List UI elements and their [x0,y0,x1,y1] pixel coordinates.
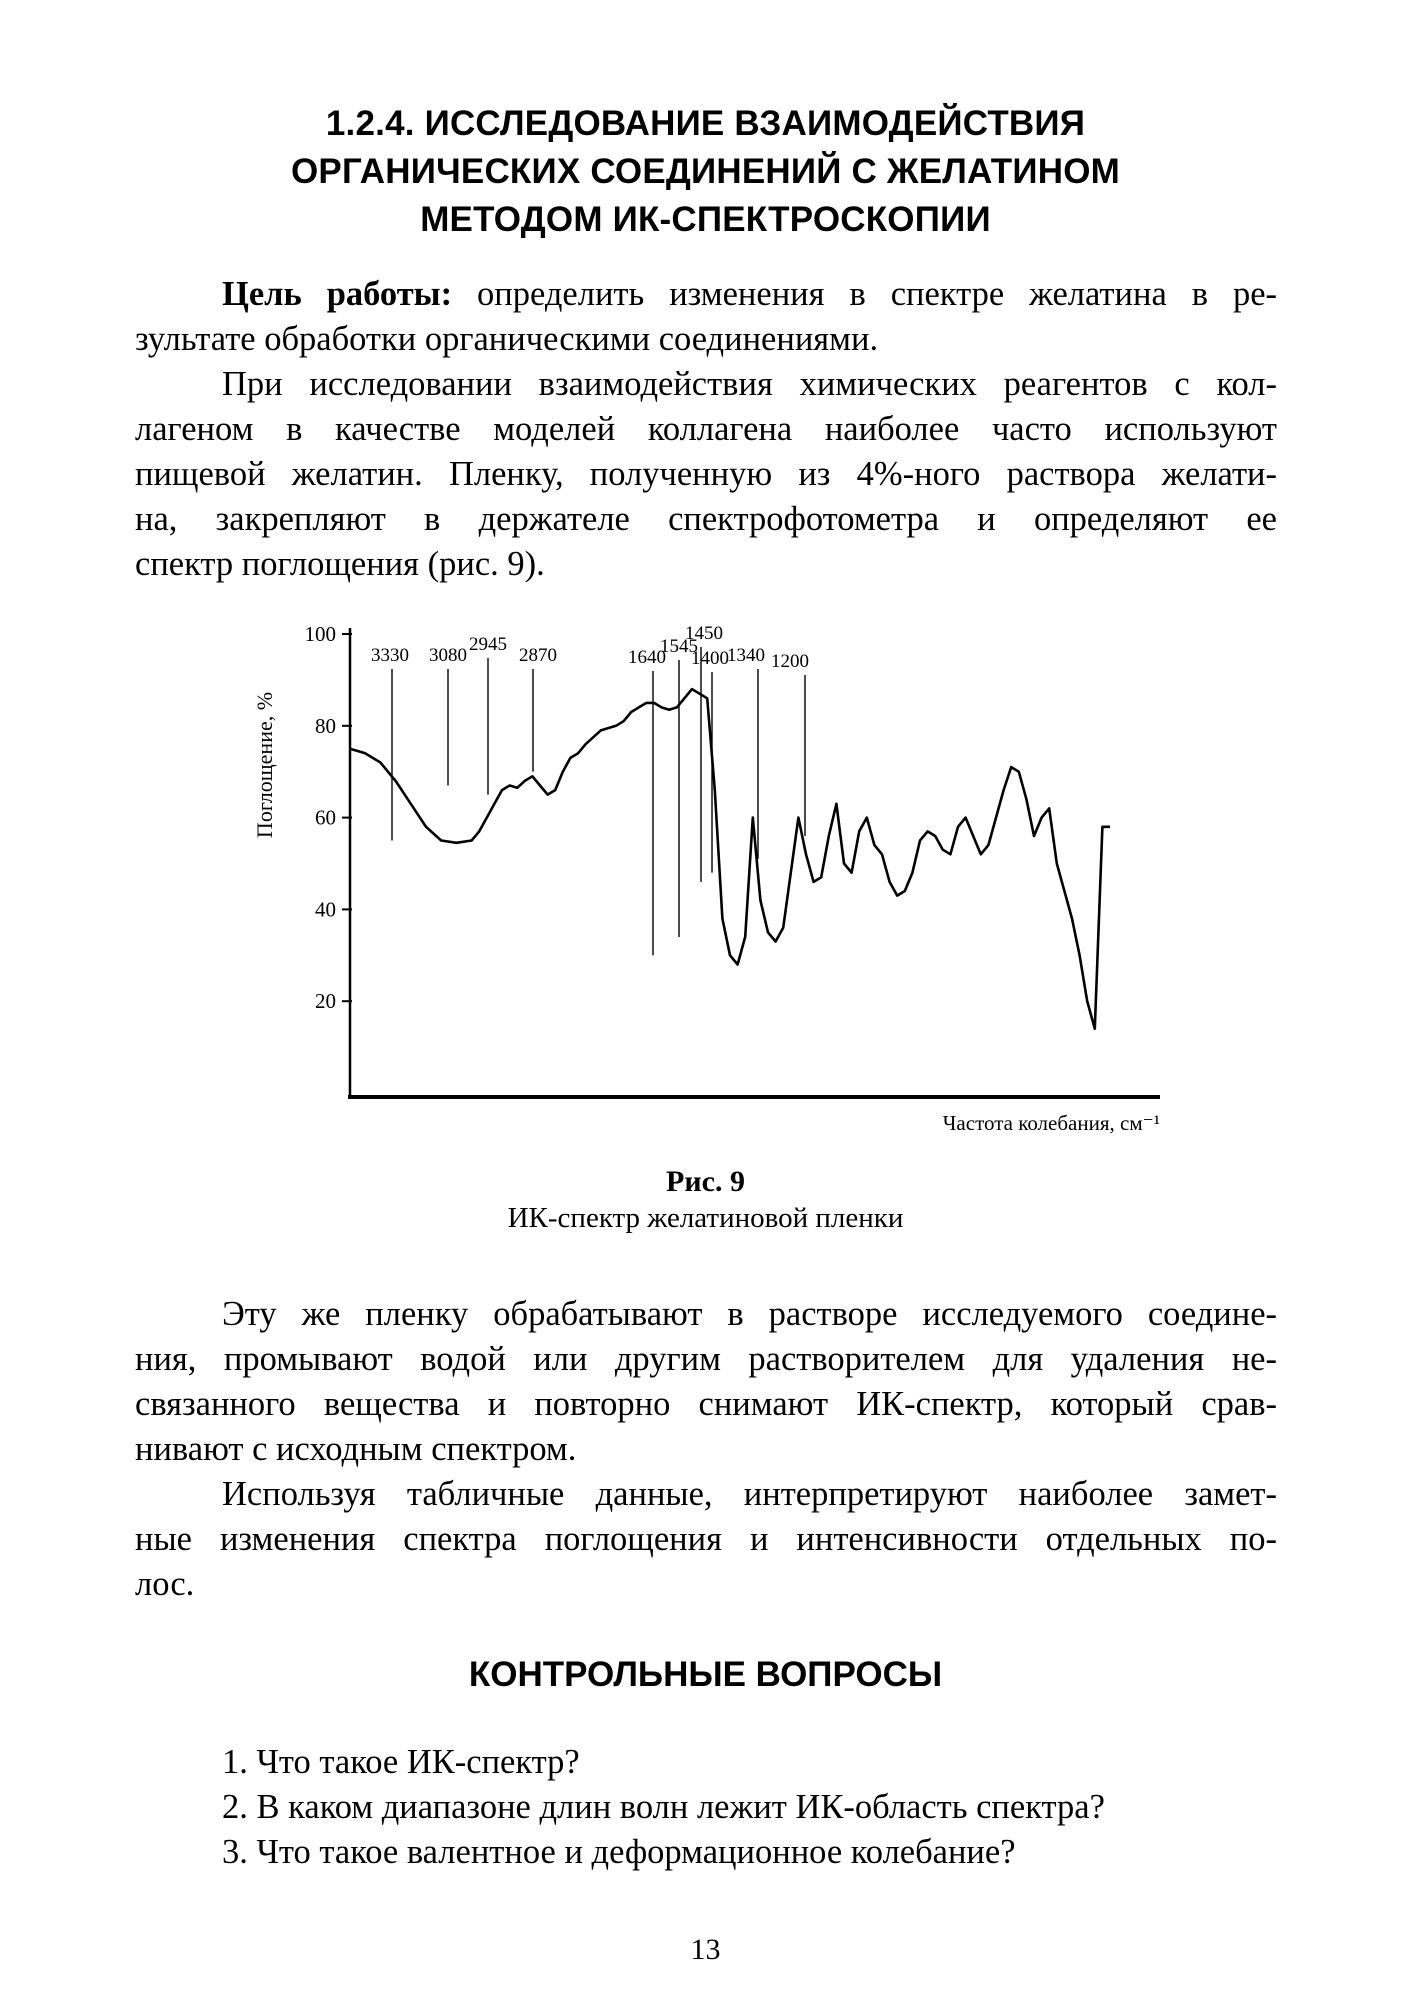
paragraph-line: на, закрепляют в держателе спектрофотометра и определяют ее [135,500,1277,538]
y-tick-label: 20 [315,989,336,1014]
question-item: 3. Что такое валентное и деформационное колебание? [222,1833,1016,1871]
peak-label: 1545 [660,636,698,657]
y-tick-label: 60 [315,805,336,830]
peak-label: 2945 [469,634,507,655]
paragraph-line: спектр поглощения (рис. 9). [135,545,545,583]
peak-label: 1400 [691,648,729,669]
intro-text [135,272,1277,587]
section-title-line: 1.2.4. ИССЛЕДОВАНИЕ ВЗАИМОДЕЙСТВИЯ [325,104,1086,143]
paragraph-line: связанного вещества и повторно снимают ИК-спектр, который срав- [135,1385,1277,1423]
peak-label: 1450 [685,623,723,644]
question-item: 1. Что такое ИК-спектр? [222,1743,580,1781]
paragraph-line: нивают с исходным спектром. [135,1430,577,1468]
peak-label: 3080 [429,645,467,666]
questions-list [222,1740,1105,1875]
y-tick-label: 80 [315,713,336,738]
peak-label: 1340 [727,645,765,666]
section-title [180,100,1231,244]
peak-label: 1200 [771,651,809,672]
paragraph-line: ния, промывают водой или другим растворителем для удаления не- [135,1340,1277,1378]
paragraph-line: лос. [135,1565,195,1603]
questions-title: КОНТРОЛЬНЫЕ ВОПРОСЫ [468,1655,943,1694]
goal-line [135,272,1277,317]
peak-label: 2870 [519,645,557,666]
figure-label: Рис. 9 [666,1165,745,1198]
paragraph-line: пищевой желатин. Пленку, полученную из 4%-ного раствора желати- [135,455,1277,493]
paragraph-line: лагеном в качестве моделей коллагена наиболее часто используют [135,410,1277,448]
x-axis-label: Частота колебания, см⁻¹ [942,1111,1160,1135]
y-tick-label: 40 [315,897,336,922]
ir-spectrum-chart [240,610,1180,1150]
page-number: 13 [690,1933,721,1966]
y-tick-label: 100 [304,622,336,646]
paragraph-line: Эту же пленку обрабатывают в растворе исследуемого соедине- [222,1295,1277,1333]
paragraph-line: ные изменения спектра поглощения и интенсивности отдельных по- [135,1520,1277,1558]
figure-caption: ИК-спектр желатиновой пленки [507,1202,904,1234]
spectrum-line [350,689,1110,1029]
goal-line-2: зультате обработки органическими соединениями. [135,320,879,358]
section-title-line: ОРГАНИЧЕСКИХ СОЕДИНЕНИЙ С ЖЕЛАТИНОМ [291,152,1120,191]
y-axis-label: Поглощение, % [252,691,277,839]
peak-label: 3330 [371,645,409,666]
question-item: 2. В каком диапазоне длин волн лежит ИК-область спектра? [222,1788,1105,1826]
goal-text: определить изменения в спектре желатина в ре- [452,275,1277,313]
ir-spectrum-figure [240,610,1180,1150]
paragraph-line: Используя табличные данные, интерпретируют наиболее замет- [222,1475,1277,1513]
peak-label: 1640 [628,647,666,668]
goal-label: Цель работы: [222,275,453,313]
section-title-line: МЕТОДОМ ИК-СПЕКТРОСКОПИИ [420,200,991,239]
body-text [135,1292,1277,1607]
paragraph-line: При исследовании взаимодействия химических реагентов с кол- [222,365,1277,403]
